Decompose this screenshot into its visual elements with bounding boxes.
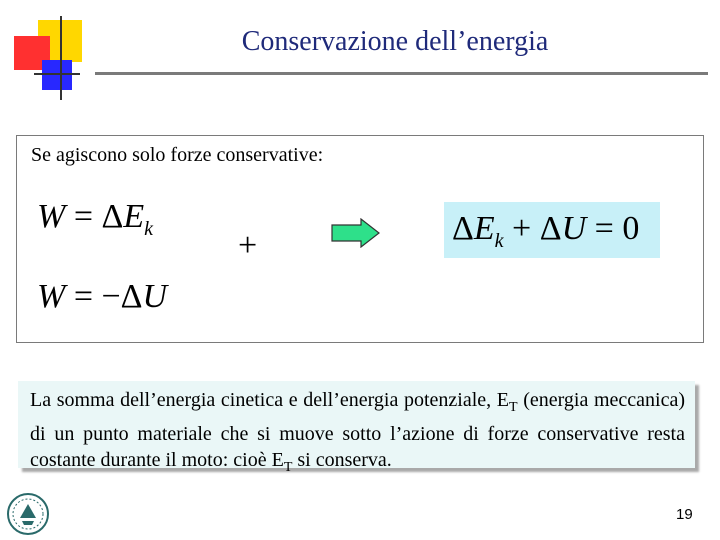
result-sub: k xyxy=(494,230,504,252)
university-seal-logo xyxy=(6,492,50,536)
conservation-result-box xyxy=(444,202,660,258)
result-mid: + Δ xyxy=(503,210,562,247)
result-var2: U xyxy=(561,210,587,247)
result-pre: Δ xyxy=(452,210,474,247)
plus-sign: + xyxy=(238,227,258,264)
summary-sub1: T xyxy=(509,400,518,415)
result-end: = 0 xyxy=(586,210,640,247)
page-number: 19 xyxy=(676,506,693,523)
eq1-op: = Δ xyxy=(65,198,124,235)
potential-work-equation xyxy=(37,278,167,316)
conditions-box xyxy=(16,135,704,343)
kinetic-work-equation xyxy=(37,198,153,241)
eq1-sub: k xyxy=(144,218,154,240)
eq2-lhs: W xyxy=(37,278,66,315)
summary-text xyxy=(30,387,685,481)
result-var: E xyxy=(473,210,495,247)
eq2-op: = −Δ xyxy=(65,278,143,315)
summary-sub2: T xyxy=(283,460,293,475)
slide-title: Conservazione dell’energia xyxy=(241,26,549,57)
summary-box xyxy=(18,381,695,475)
summary-part2: (energia meccanica) di un punto materiale che si muove sotto l’azione di forze conservative resta costante durante il moto: cioè E xyxy=(30,389,686,471)
eq1-var: E xyxy=(123,198,145,235)
conservation-equation xyxy=(452,210,639,253)
conditions-intro: Se agiscono solo forze conservative: xyxy=(31,144,324,166)
eq1-lhs: W xyxy=(37,198,66,235)
summary-part1: La somma dell’energia cinetica e dell’energia potenziale, E xyxy=(30,389,509,411)
implies-arrow-icon xyxy=(331,218,381,248)
eq2-var: U xyxy=(142,278,168,315)
corner-decoration xyxy=(0,0,120,110)
summary-part3: si conserva. xyxy=(292,449,392,471)
